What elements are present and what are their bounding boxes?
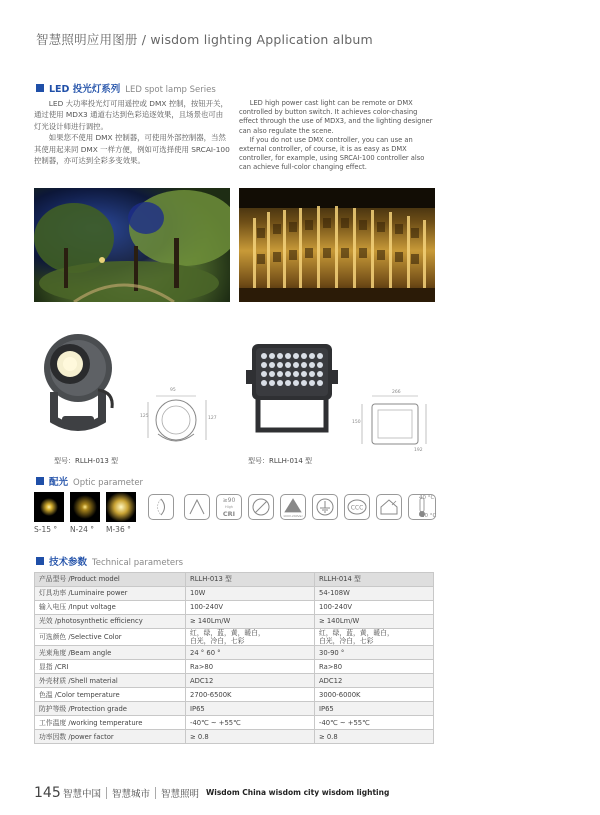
cri-icon: [216, 494, 242, 520]
rllh-014-product-image: [244, 340, 340, 440]
footer-english-slogan: Wisdom China wisdom city wisdom lighting: [206, 788, 390, 797]
rllh-013-caption: 型号：RLLH-013 型: [54, 457, 119, 465]
intro-zh-p1: LED 大功率投光灯可用遥控或 DMX 控制，按钮开关，通过使用 MDX3 通道右达到色彩追逐效果，且场景也可由灯光设计师进行调控。: [34, 99, 228, 131]
rllh-014-value-cell: ≥ 0.8: [315, 730, 434, 744]
intro-zh: [34, 98, 230, 166]
table-row: [35, 660, 434, 674]
page-header-title: 智慧照明应用图册 / wisdom lighting Application album: [36, 32, 373, 47]
optic-s15-beam: [34, 492, 64, 522]
optic-s15-label: S-15 °: [34, 525, 58, 534]
rllh-014-value-cell: ADC12: [315, 674, 434, 688]
param-name-cell: 外壳材质 /Shell material: [35, 674, 186, 688]
rllh-014-dim-height: 150: [352, 420, 361, 425]
svg-text:CCC: CCC: [350, 504, 364, 512]
rllh-013-product-image: [40, 330, 122, 440]
footer-brand: [58, 786, 204, 800]
rllh-014-value-cell: 红，绿，蓝，黄，暖白， 白光，冷白，七彩: [315, 629, 434, 646]
input-voltage-icon: [280, 494, 306, 520]
rllh-014-value-cell: 30-90 °: [315, 646, 434, 660]
rllh-014-value-cell: 54-108W: [315, 587, 434, 601]
tech-title-zh: 技术参数: [49, 557, 88, 568]
footer-brand-city: 智慧城市: [112, 789, 151, 800]
rllh-013-value-cell: ≥ 0.8: [186, 730, 315, 744]
table-row: [35, 615, 434, 629]
no-uv-icon: [248, 494, 274, 520]
rllh-013-value-cell: ADC12: [186, 674, 315, 688]
rllh-013-value-cell: 100-240V: [186, 601, 315, 615]
table-row: [35, 646, 434, 660]
rllh-014-value-cell: 100-240V: [315, 601, 434, 615]
param-name-cell: 输入电压 /Input voltage: [35, 601, 186, 615]
temperature-low: -20 °C: [419, 513, 437, 519]
technical-parameters-heading: [36, 554, 183, 568]
optic-n24-beam: [70, 492, 100, 522]
page-number: 145: [34, 785, 61, 801]
param-name-cell: 功率因数 /power factor: [35, 730, 186, 744]
led-series-title-en: LED spot lamp Series: [125, 85, 216, 95]
param-name-cell: 可选颜色 /Selective Color: [35, 629, 186, 646]
ground-icon: [312, 494, 338, 520]
rllh-013-value-cell: 10W: [186, 587, 315, 601]
optic-parameter-heading: [36, 474, 143, 488]
cri-sub: High: [224, 504, 234, 509]
rllh-014-value-cell: RLLH-014 型: [315, 573, 434, 587]
temperature-high: 40 °C: [419, 495, 435, 501]
rllh-013-value-cell: -40℃ ~ +55℃: [186, 716, 315, 730]
table-row: [35, 587, 434, 601]
rllh-014-caption: 型号：RLLH-014 型: [248, 457, 313, 465]
technical-parameters-table: [34, 572, 434, 744]
intro-en-p2: If you do not use DMX controller, you can use an external controller, of course, it is as easy as DMX controller, for example, using SRCAI-100 controller also can achieve full-color changing effect.: [239, 135, 425, 172]
building-facade-photo: [239, 188, 435, 302]
optic-title-zh: 配光: [49, 477, 69, 488]
table-row: [35, 730, 434, 744]
param-name-cell: 显指 /CRI: [35, 660, 186, 674]
table-row: [35, 601, 434, 615]
table-row: [35, 688, 434, 702]
tech-title-en: Technical parameters: [92, 558, 184, 568]
outdoor-house-icon: [376, 494, 402, 520]
param-name-cell: 光效 /photosynthetic efficiency: [35, 615, 186, 629]
section-marker-icon: [36, 557, 44, 565]
intro-en: [239, 99, 435, 173]
rllh-014-value-cell: IP65: [315, 702, 434, 716]
table-row: [35, 674, 434, 688]
rllh-014-value-cell: -40℃ ~ +55℃: [315, 716, 434, 730]
optic-title-en: Optic parameter: [73, 478, 144, 488]
led-series-heading: [36, 81, 216, 95]
cri-value: ≥90: [222, 496, 236, 504]
intro-zh-p2: 如果您不使用 DMX 控制器，可使用外部控制器，当然其使用起来同 DMX 一样方便，例如可选择使用 SRCAI-100 控制器，亦可达到全彩多变效果。: [34, 133, 230, 166]
rllh-014-value-cell: ≥ 140Lm/W: [315, 615, 434, 629]
rllh-014-value-cell: 3000-6000K: [315, 688, 434, 702]
param-name-cell: 光束角度 /Beam angle: [35, 646, 186, 660]
footer-brand-lighting: 智慧照明: [161, 789, 200, 800]
led-series-title-zh: LED 投光灯系列: [49, 84, 121, 95]
table-row: [35, 629, 434, 646]
optic-m36-label: M-36 °: [106, 525, 131, 534]
rllh-014-dim-width: 266: [392, 390, 401, 395]
rllh-013-dim-width: 95: [170, 388, 176, 393]
section-marker-icon: [36, 84, 44, 92]
table-body: [35, 573, 434, 744]
rllh-013-dimension-drawing: [140, 388, 220, 450]
table-row: [35, 716, 434, 730]
ccc-icon: [344, 494, 370, 520]
rllh-013-value-cell: Ra>80: [186, 660, 315, 674]
param-name-cell: 产品型号 /Product model: [35, 573, 186, 587]
rllh-013-value-cell: 2700-6500K: [186, 688, 315, 702]
cri-label: CRI: [222, 509, 236, 518]
table-header-row: [35, 573, 434, 587]
rllh-013-value-cell: IP65: [186, 702, 315, 716]
rllh-013-dim-depth: 125: [140, 414, 149, 419]
param-name-cell: 色温 /Color temperature: [35, 688, 186, 702]
param-name-cell: 灯具功率 /Luminaire power: [35, 587, 186, 601]
landscape-lighting-photo: [34, 188, 230, 302]
optic-n24-label: N-24 °: [70, 525, 94, 534]
svg-text:100V-240Vac: 100V-240Vac: [283, 514, 303, 518]
rotation-icon: [148, 494, 174, 520]
rllh-013-value-cell: 红，绿，蓝，黄，暖白， 白光，冷白，七彩: [186, 629, 315, 646]
param-name-cell: 工作温度 /working temperature: [35, 716, 186, 730]
rllh-013-dim-height: 127: [208, 416, 217, 421]
rllh-013-value-cell: RLLH-013 型: [186, 573, 315, 587]
param-name-cell: 防护等级 /Protection grade: [35, 702, 186, 716]
rllh-014-value-cell: Ra>80: [315, 660, 434, 674]
rllh-013-value-cell: 24 ° 60 °: [186, 646, 315, 660]
rllh-014-dimension-drawing: [352, 390, 432, 456]
lamp-angle-icon: [184, 494, 210, 520]
footer-brand-china: 智慧中国: [63, 789, 102, 800]
intro-en-p1: LED high power cast light can be remote or DMX controlled by button switch. It achieves color-chasing effect through the use of MDX3, and the lighting designer can also regulate the scene.: [239, 99, 433, 135]
section-marker-icon: [36, 477, 44, 485]
rllh-014-dim-depth: 192: [414, 448, 423, 453]
table-row: [35, 702, 434, 716]
optic-m36-beam: [106, 492, 136, 522]
rllh-013-value-cell: ≥ 140Lm/W: [186, 615, 315, 629]
